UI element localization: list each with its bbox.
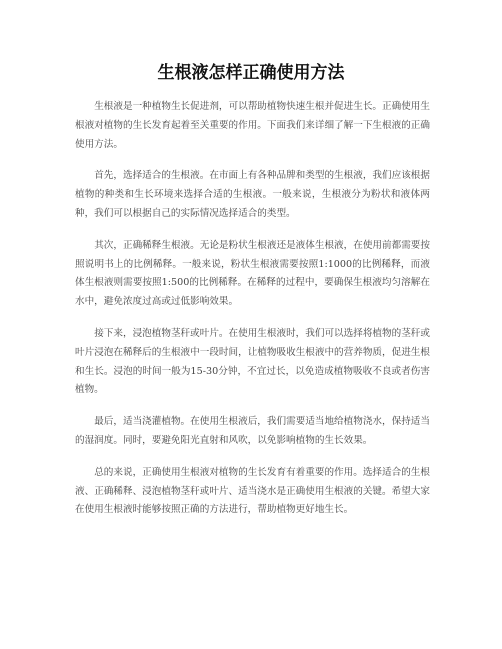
document-body [75, 98, 430, 533]
document-title: 生根液怎样正确使用方法 [157, 63, 345, 83]
paragraph-intro: 生根液是一种植物生长促进剂，可以帮助植物快速生根并促进生长。正确使用生根液对植物的生长发育起着至关重要的作用。下面我们来详细了解一下生根液的正确使用方法。 [75, 101, 430, 150]
paragraph-soak-plants: 接下来，浸泡植物茎秆或叶片。在使用生根液时，我们可以选择将植物的茎秆或叶片浸泡在稀释后的生根液中一段时间，让植物吸收生根液中的营养物质，促进生根和生长。浸泡的时间一般为15-30分钟，不宜过长，以免造成植物吸收不良或者伤害植物。 [75, 327, 430, 396]
paragraph-choose-solution: 首先，选择适合的生根液。在市面上有各种品牌和类型的生根液，我们应该根据植物的种类和生长环境来选择合适的生根液。一般来说，生根液分为粉状和液体两种，我们可以根据自己的实际情况选择适合的类型。 [75, 170, 430, 219]
paragraph-dilute-solution: 其次，正确稀释生根液。无论是粉状生根液还是液体生根液，在使用前都需要按照说明书上的比例稀释。一般来说，粉状生根液需要按照1:1000的比例稀释，而液体生根液则需要按照1:500的比例稀释。在稀释的过程中，要确保生根液均匀溶解在水中，避免浓度过高或过低影响效果。 [75, 239, 430, 308]
paragraph-summary: 总的来说，正确使用生根液对植物的生长发育有着重要的作用。选择适合的生根液、正确稀释、浸泡植物茎秆或叶片、适当浇水是正确使用生根液的关键。希望大家在使用生根液时能够按照正确的方法进行，帮助植物更好地生长。 [75, 466, 430, 516]
paragraph-watering: 最后，适当浇灌植物。在使用生根液后，我们需要适当地给植物浇水，保持适当的湿润度。同时，要避免阳光直射和风吹，以免影响植物的生长效果。 [75, 416, 430, 446]
